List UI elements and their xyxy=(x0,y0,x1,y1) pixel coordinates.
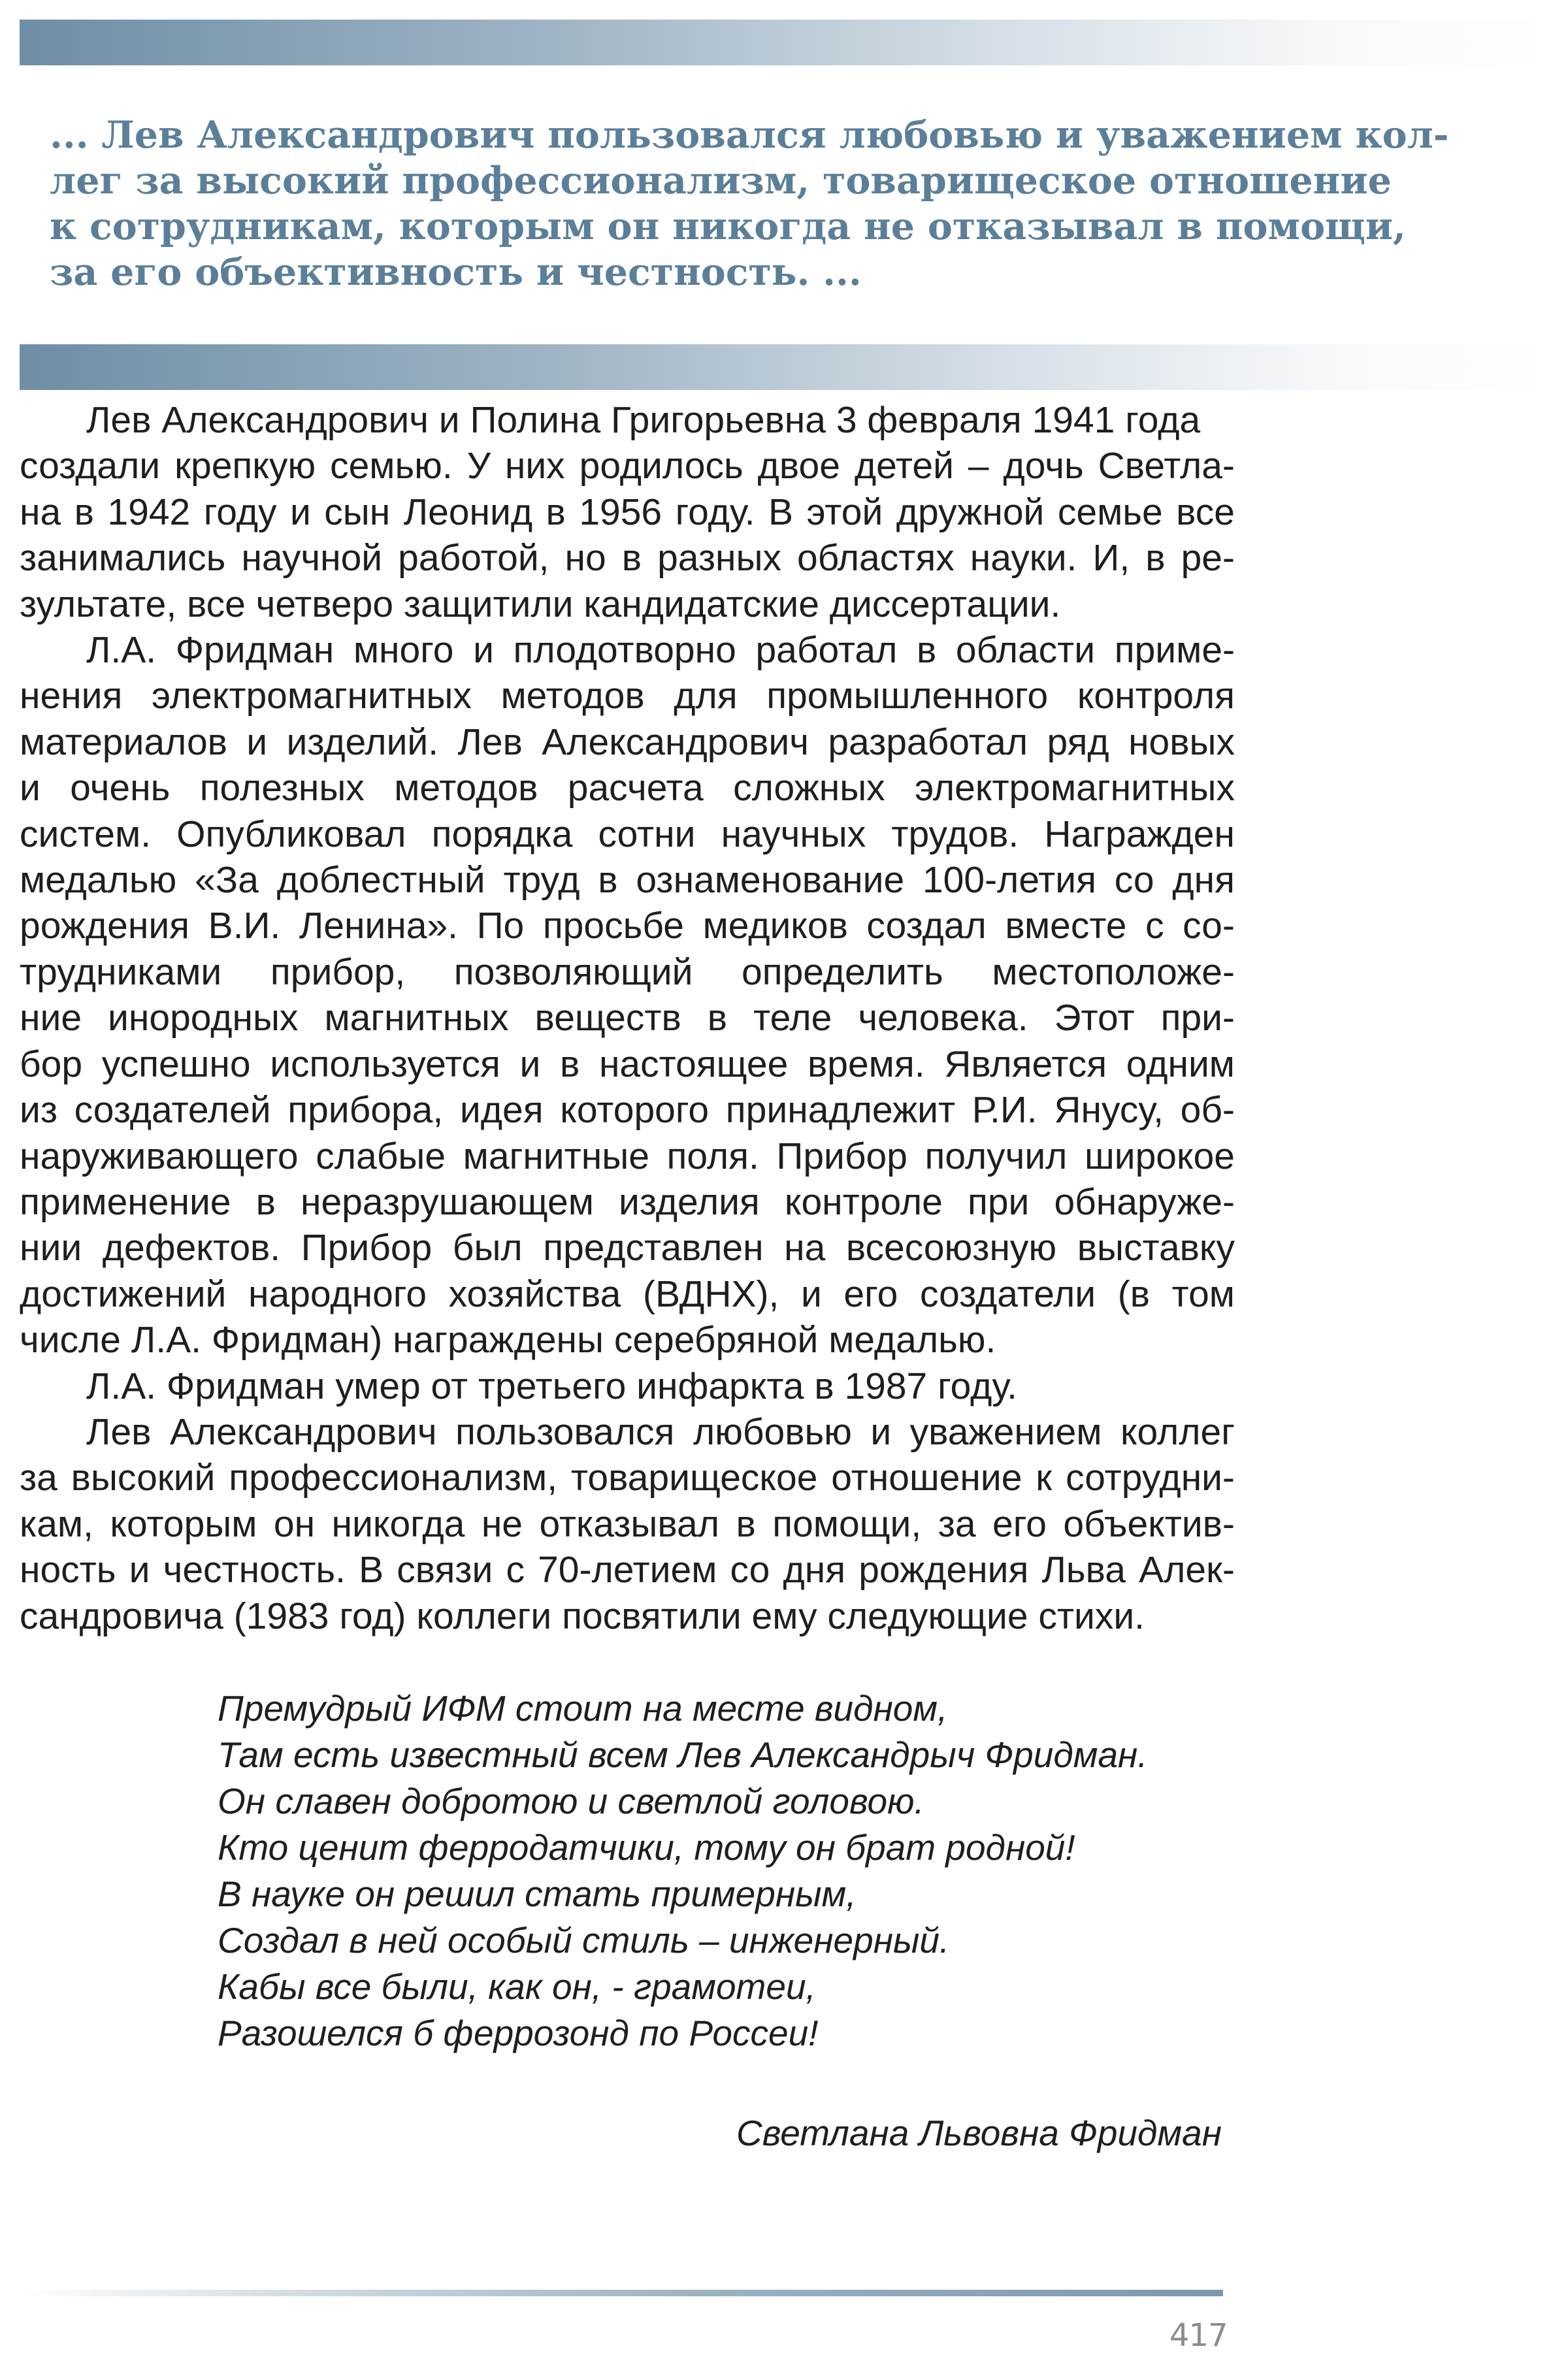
paragraph-line: числе Л.А. Фридман) награждены серебряной медалью. xyxy=(20,1319,996,1361)
paragraph-line: трудниками прибор, позволяющий определить местоположе- xyxy=(20,951,1235,993)
paragraph-line: систем. Опубликовал порядка сотни научных трудов. Награжден xyxy=(20,813,1235,855)
paragraph-line: бор успешно используется и в настоящее время. Является одним xyxy=(20,1043,1235,1085)
pull-quote-line: к сотрудникам, которым он никогда не отказывал в помощи, xyxy=(50,204,1406,248)
poem-line: Создал в ней особый стиль – инженерный. xyxy=(218,1920,950,1960)
pull-quote-line: лег за высокий профессионализм, товарищеское отношение xyxy=(50,159,1392,203)
pull-quote-line: за его объективность и честность. ... xyxy=(50,250,862,294)
poem-line: Премудрый ИФМ стоит на месте видном, xyxy=(218,1688,948,1729)
divider-gradient-band xyxy=(20,344,1548,390)
paragraph-line: материалов и изделий. Лев Александрович разработал ряд новых xyxy=(20,721,1235,763)
paragraph-line: создали крепкую семью. У них родилось двое детей – дочь Светла- xyxy=(20,445,1235,487)
footer-rule xyxy=(20,2290,1223,2296)
paragraph-line: применение в неразрушающем изделия контроле при обнаруже- xyxy=(20,1180,1235,1223)
pull-quote xyxy=(50,112,1520,295)
header-gradient-band xyxy=(20,20,1548,65)
paragraph-line: из создателей прибора, идея которого принадлежит Р.И. Янусу, об- xyxy=(20,1089,1235,1131)
paragraph-line: Л.А. Фридман умер от третьего инфаркта в 1987 году. xyxy=(86,1365,1017,1407)
poem-line: Кабы все были, как он, - грамотеи, xyxy=(218,1966,816,2007)
poem-author-signature: Светлана Львовна Фридман xyxy=(736,2113,1222,2153)
paragraph-line: Л.А. Фридман много и плодотворно работал в области приме- xyxy=(86,629,1235,672)
paragraph-line: нения электромагнитных методов для промышленного контроля xyxy=(20,675,1235,717)
paragraph-line: зультате, все четверо защитили кандидатские диссертации. xyxy=(20,583,1061,625)
paragraph-line: ность и честность. В связи с 70-летием со дня рождения Льва Алек- xyxy=(20,1549,1235,1591)
paragraph-line: на в 1942 году и сын Леонид в 1956 году. В этой дружной семье все xyxy=(20,491,1235,533)
poem-line: Он славен добротою и светлой головою. xyxy=(218,1781,924,1821)
paragraph-line: Лев Александрович пользовался любовью и уважением коллег xyxy=(86,1410,1235,1453)
paragraph-line: достижений народного хозяйства (ВДНХ), и его создатели (в том xyxy=(20,1273,1235,1315)
page-number: 417 xyxy=(1169,2317,1228,2354)
poem-line: Там есть известный всем Лев Александрыч Фридман. xyxy=(218,1734,1148,1775)
body-text xyxy=(20,397,1235,1639)
pull-quote-line: ... Лев Александрович пользовался любовью и уважением кол- xyxy=(50,113,1449,157)
poem xyxy=(218,1685,1148,2057)
paragraph-line: кам, которым он никогда не отказывал в помощи, за его объектив- xyxy=(20,1503,1235,1545)
paragraph-line: Лев Александрович и Полина Григорьевна 3 февраля 1941 года xyxy=(86,399,1201,441)
paragraph-line: за высокий профессионализм, товарищеское отношение к сотрудни- xyxy=(20,1457,1235,1499)
paragraph-line: и очень полезных методов расчета сложных электромагнитных xyxy=(20,767,1235,809)
poem-line: Разошелся б феррозонд по Россеи! xyxy=(218,2013,819,2053)
paragraph-line: рождения В.И. Ленина». По просьбе медиков создал вместе с со- xyxy=(20,905,1235,947)
paragraph-line: наруживающего слабые магнитные поля. Прибор получил широкое xyxy=(20,1135,1235,1177)
paragraph-line: медалью «За доблестный труд в ознаменование 100-летия со дня xyxy=(20,859,1235,902)
paragraph-line: нии дефектов. Прибор был представлен на всесоюзную выставку xyxy=(20,1227,1235,1269)
paragraph-line: занимались научной работой, но в разных областях науки. И, в ре- xyxy=(20,537,1235,579)
poem-line: В науке он решил стать примерным, xyxy=(218,1874,857,1914)
poem-line: Кто ценит ферродатчики, тому он брат родной! xyxy=(218,1827,1075,1868)
paragraph-line: сандровича (1983 год) коллеги посвятили ему следующие стихи. xyxy=(20,1595,1145,1637)
paragraph-line: ние инородных магнитных веществ в теле человека. Этот при- xyxy=(20,997,1235,1039)
